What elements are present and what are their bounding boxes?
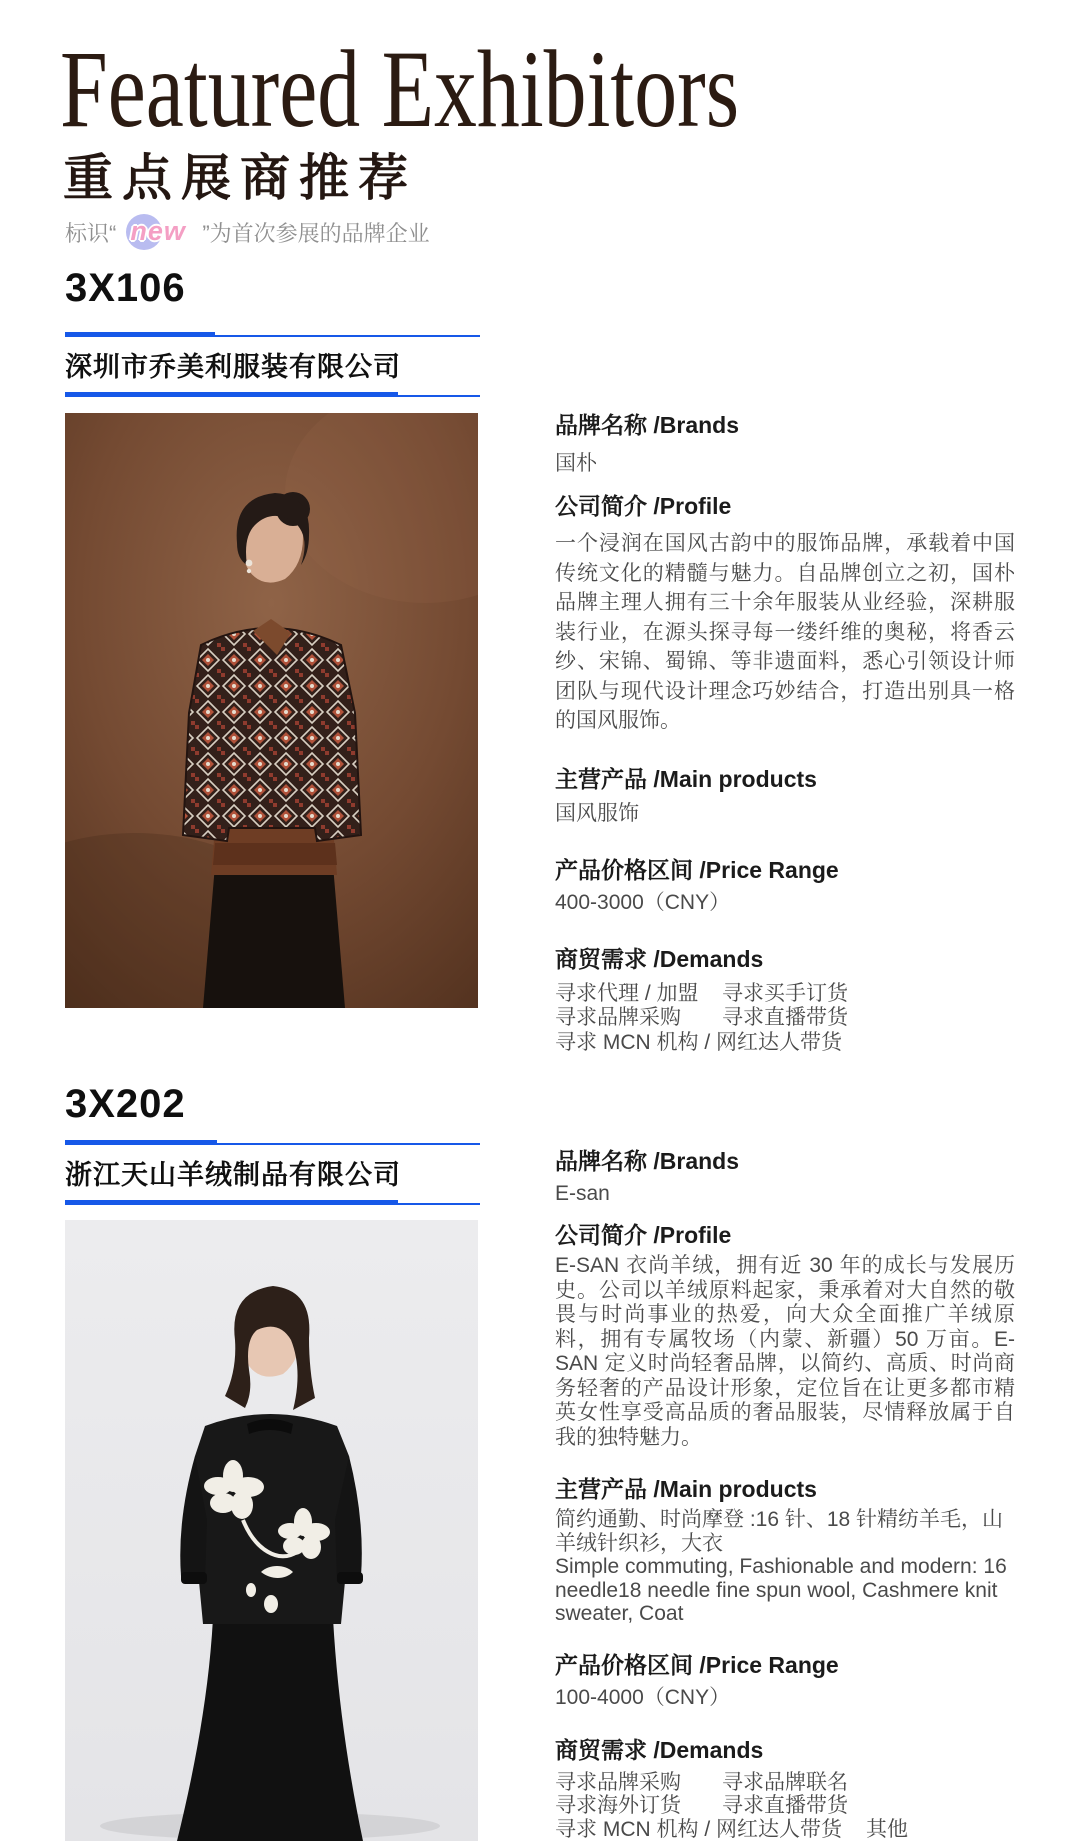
demand-row	[555, 982, 1015, 1007]
brands-value: E-san	[555, 1182, 610, 1205]
price-range-value: 100-4000（CNY）	[555, 1685, 731, 1709]
profile-text: 一个浸润在国风古韵中的服饰品牌，承载着中国传统文化的精髓与魅力。自品牌创立之初，国朴品牌主理人拥有三十余年服装从业经验，深耕服装行业，在源头探寻每一缕纤维的奥秘，将香云纱、宋锦、蜀锦、等非遗面料，悉心引领设计师团队与现代设计理念巧妙结合，打造出别具一格的国风服饰。	[555, 532, 1015, 732]
exhibitor-photo	[65, 1220, 478, 1841]
main-products-heading: 主营产品 /Main products	[555, 1476, 817, 1502]
note-suffix: ”为首次参展的品牌企业	[202, 220, 430, 246]
main-products-heading: 主营产品 /Main products	[555, 765, 817, 792]
price-range-heading: 产品价格区间 /Price Range	[555, 1651, 839, 1678]
demand-item: 寻求 MCN 机构 / 网红达人带货	[555, 1030, 842, 1054]
demand-item: 寻求买手订货	[722, 981, 848, 1005]
demands-list	[555, 982, 1015, 1056]
divider-rule	[65, 392, 480, 397]
demand-row	[555, 1771, 1015, 1795]
profile-text: E-SAN 衣尚羊绒，拥有近 30 年的成长与发展历史。公司以羊绒原料起家，秉承着对大自然的敬畏与时尚事业的热爱，向大众全面推广羊绒原料，拥有专属牧场（内蒙、新疆）50 万亩。E-SAN 定义时尚轻奢品牌，以简约、高质、时尚商务轻奢的产品设计形象，定位旨在让更多都市精英女性享受高品质的奢品服装，尽情释放属于自我的独特魅力。	[555, 1254, 1015, 1449]
profile-heading: 公司简介 /Profile	[555, 1222, 732, 1248]
demand-row	[555, 1794, 1015, 1818]
exhibitor-card-3x202	[65, 1082, 1015, 1841]
exhibitor-details	[555, 1148, 1015, 1841]
main-products-value: 国风服饰	[555, 801, 639, 825]
booth-number: 3X106	[65, 266, 186, 310]
new-badge-legend	[65, 212, 430, 252]
demands-heading: 商贸需求 /Demands	[555, 945, 764, 972]
demands-heading: 商贸需求 /Demands	[555, 1736, 764, 1763]
booth-number: 3X202	[65, 1082, 186, 1126]
demand-item: 其他	[866, 1817, 908, 1841]
note-prefix: 标识“	[65, 220, 117, 246]
demand-item: 寻求品牌采购	[555, 1006, 681, 1029]
demand-row	[555, 1006, 1015, 1031]
demand-item: 寻求代理 / 加盟	[555, 981, 699, 1005]
page-title: Featured Exhibitors	[60, 28, 740, 150]
profile-heading: 公司简介 /Profile	[555, 493, 732, 519]
brands-heading: 品牌名称 /Brands	[555, 412, 740, 438]
main-products-value-en: Simple commuting, Fashionable and modern: 16 needle18 needle fine spun wool, Cashmere knit sweater, Coat	[555, 1555, 1007, 1625]
demand-item: 寻求直播带货	[722, 1794, 848, 1817]
demand-item: 寻求品牌采购	[555, 1770, 681, 1794]
company-name: 浙江天山羊绒制品有限公司	[65, 1160, 401, 1190]
badge-text: new	[130, 216, 186, 246]
divider-rule	[65, 1200, 480, 1205]
exhibitor-card-3x106	[65, 266, 1015, 1054]
exhibitor-details	[555, 412, 1015, 1055]
brands-value: 国朴	[555, 452, 597, 475]
main-products-value-cn: 简约通勤、时尚摩登 :16 针、18 针精纺羊毛，山羊绒针织衫，大衣	[555, 1508, 1004, 1555]
demand-item: 寻求 MCN 机构 / 网红达人带货	[555, 1817, 842, 1841]
demand-row	[555, 1031, 1015, 1056]
brands-heading: 品牌名称 /Brands	[555, 1148, 740, 1174]
demands-list	[555, 1771, 1015, 1842]
page-subtitle-cn: 重点展商推荐	[63, 150, 417, 206]
demand-item: 寻求品牌联名	[722, 1770, 848, 1794]
demand-item: 寻求直播带货	[722, 1006, 848, 1029]
divider-rule	[65, 332, 480, 337]
divider-rule	[65, 1140, 480, 1145]
demand-row	[555, 1818, 1015, 1842]
exhibitor-photo	[65, 413, 478, 1008]
demand-item: 寻求海外订货	[555, 1794, 681, 1817]
price-range-heading: 产品价格区间 /Price Range	[555, 856, 839, 883]
company-name: 深圳市乔美利服装有限公司	[65, 352, 401, 382]
new-badge	[120, 212, 198, 252]
price-range-value: 400-3000（CNY）	[555, 890, 731, 914]
